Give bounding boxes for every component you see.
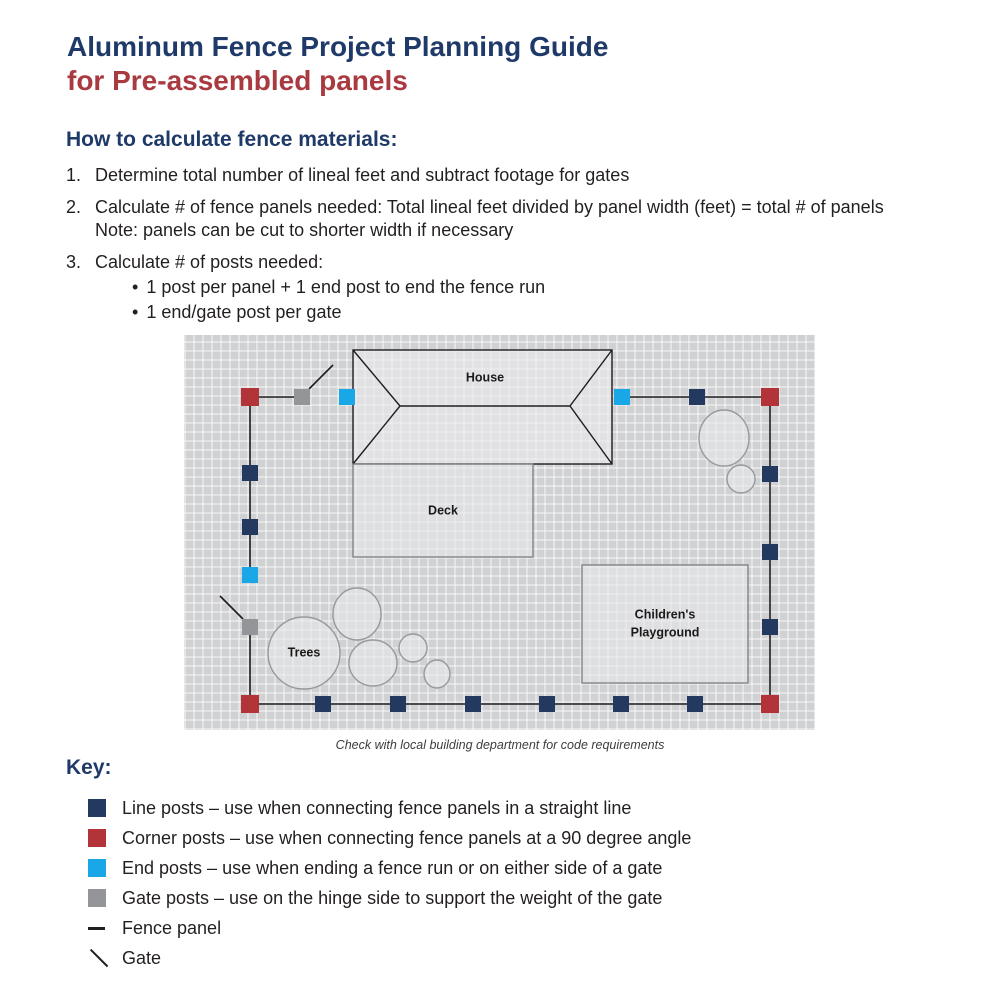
corner-post bbox=[241, 695, 259, 713]
bullet-posts-per-panel: • 1 post per panel + 1 end post to end the fence run bbox=[132, 276, 946, 299]
key-heading: Key: bbox=[66, 756, 112, 779]
gate-lines bbox=[220, 365, 333, 619]
deck-label: Deck bbox=[428, 503, 458, 518]
trees-label: Trees bbox=[287, 645, 321, 660]
line-post bbox=[390, 696, 406, 712]
gate-label: Gate bbox=[122, 947, 162, 968]
site-plan-drawing bbox=[184, 335, 815, 730]
bushes-shapes bbox=[699, 410, 755, 493]
end-post bbox=[614, 389, 630, 405]
step-2-number: 2. bbox=[66, 197, 82, 218]
gate-post bbox=[294, 389, 310, 405]
fence-panel-label: Fence panel bbox=[122, 917, 222, 938]
line-post bbox=[762, 544, 778, 560]
line-post bbox=[762, 466, 778, 482]
playground-label bbox=[631, 607, 700, 642]
line-post bbox=[315, 696, 331, 712]
step-1-number: 1. bbox=[66, 165, 82, 185]
house-shape bbox=[353, 350, 612, 464]
step-2 bbox=[66, 196, 946, 242]
line-posts-label: Line posts – use when connecting fence panels in a straight line bbox=[122, 797, 632, 818]
line-post bbox=[689, 389, 705, 405]
key-row-corner-posts bbox=[66, 823, 826, 853]
end-post-swatch bbox=[88, 859, 106, 877]
corner-post bbox=[761, 388, 779, 406]
key-row-gate bbox=[66, 943, 826, 973]
step-1 bbox=[66, 164, 946, 187]
gate-post-swatch bbox=[88, 889, 106, 907]
corner-posts-label: Corner posts – use when connecting fence panels at a 90 degree angle bbox=[122, 827, 692, 848]
corner-post bbox=[761, 695, 779, 713]
line-post bbox=[242, 465, 258, 481]
gate-posts-label: Gate posts – use on the hinge side to support the weight of the gate bbox=[122, 887, 663, 908]
step-3-number: 3. bbox=[66, 252, 82, 273]
gate-symbol bbox=[88, 949, 106, 967]
line-post bbox=[613, 696, 629, 712]
instructions-section bbox=[66, 128, 946, 334]
corner-post-swatch bbox=[88, 829, 106, 847]
step-2-note: Note: panels can be cut to shorter width if necessary bbox=[95, 220, 514, 241]
playground-label-line1: Children's bbox=[634, 607, 696, 622]
corner-post bbox=[241, 388, 259, 406]
key-section bbox=[66, 756, 826, 973]
step-2-text: Calculate # of fence panels needed: Total lineal feet divided by panel width (feet) = total # of panels bbox=[95, 197, 884, 218]
line-post bbox=[762, 619, 778, 635]
line-post bbox=[539, 696, 555, 712]
line-post bbox=[687, 696, 703, 712]
header bbox=[67, 30, 608, 97]
step-3-text: Calculate # of posts needed: bbox=[95, 252, 324, 273]
line-post bbox=[242, 519, 258, 535]
trees-shapes bbox=[268, 588, 450, 689]
end-posts-label: End posts – use when ending a fence run or on either side of a gate bbox=[122, 857, 663, 878]
end-post bbox=[339, 389, 355, 405]
step-3-bullets bbox=[95, 276, 946, 323]
site-diagram bbox=[184, 335, 815, 730]
step-1-text: Determine total number of lineal feet and subtract footage for gates bbox=[95, 165, 630, 185]
code-requirements-caption: Check with local building department for code requirements bbox=[335, 738, 665, 752]
instructions-heading: How to calculate fence materials: bbox=[66, 128, 398, 151]
page-title: Aluminum Fence Project Planning Guide bbox=[67, 31, 609, 62]
key-row-line-posts bbox=[66, 793, 826, 823]
fence-panel-symbol bbox=[88, 919, 106, 937]
key-row-end-posts bbox=[66, 853, 826, 883]
bullet-gate-post: • 1 end/gate post per gate bbox=[132, 301, 946, 324]
step-3 bbox=[66, 251, 946, 325]
end-post bbox=[242, 567, 258, 583]
line-post-swatch bbox=[88, 799, 106, 817]
key-row-gate-posts bbox=[66, 883, 826, 913]
house-label: House bbox=[465, 370, 505, 385]
playground-label-line2: Playground bbox=[630, 625, 700, 639]
line-post bbox=[465, 696, 481, 712]
key-row-fence-panel bbox=[66, 913, 826, 943]
page-subtitle: for Pre-assembled panels bbox=[67, 64, 408, 96]
gate-post bbox=[242, 619, 258, 635]
